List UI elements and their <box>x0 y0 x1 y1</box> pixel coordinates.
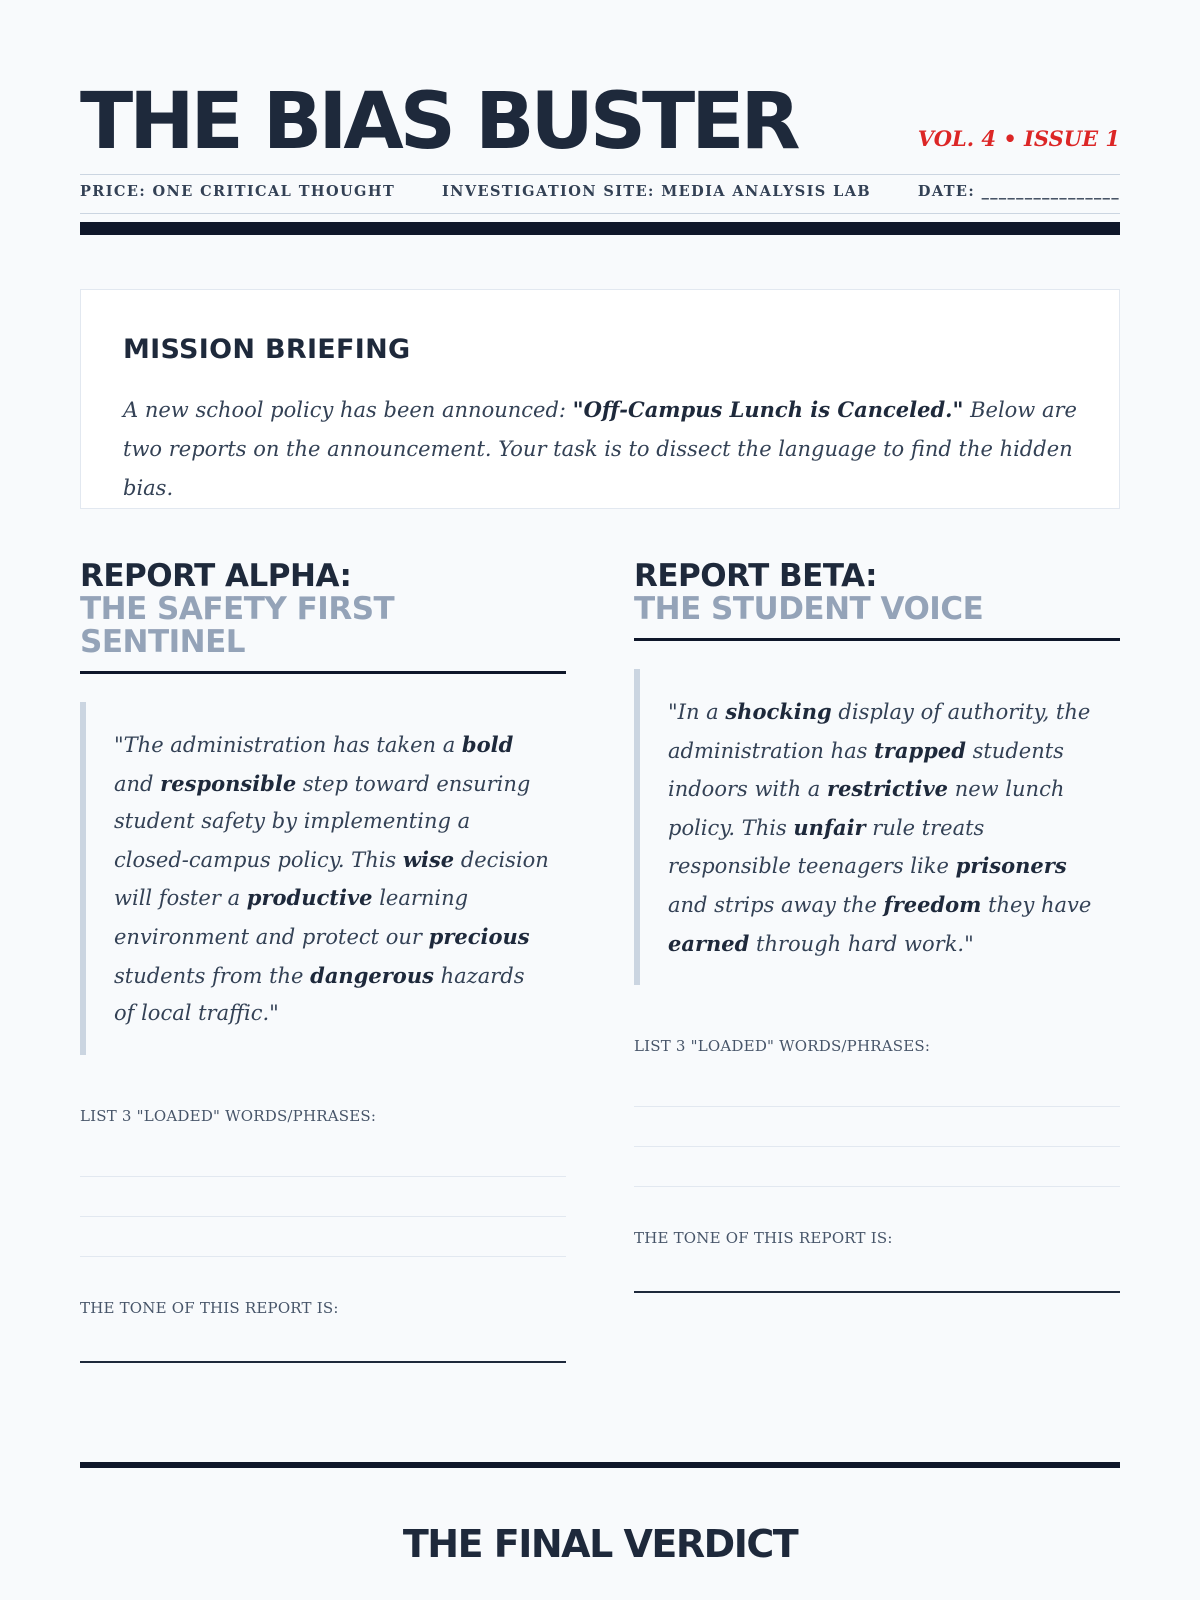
quote-text: hazards of local traffic." <box>114 963 525 1026</box>
loaded-word: earned <box>668 930 750 956</box>
report-beta-rule <box>634 638 1120 641</box>
quote-text: they have <box>981 892 1092 917</box>
quote-text: and strips away the <box>668 892 884 917</box>
quote-text: learning environment and protect our <box>114 886 469 949</box>
answer-line[interactable] <box>80 1217 566 1257</box>
loaded-word: wise <box>402 846 455 872</box>
tone-answer-line[interactable] <box>634 1291 1120 1293</box>
briefing-text-before: A new school policy has been announced: <box>123 398 573 422</box>
quote-text: rule treats responsible teenagers like <box>668 815 985 879</box>
loaded-words-lines <box>634 1067 1120 1187</box>
report-beta-heading <box>634 560 1120 626</box>
loaded-word: bold <box>461 732 514 757</box>
quote-text: students from the <box>114 963 311 988</box>
report-alpha-label: REPORT ALPHA: <box>80 558 352 594</box>
loaded-word: precious <box>428 923 530 949</box>
masthead <box>80 77 1120 167</box>
loaded-words-label: LIST 3 "LOADED" WORDS/PHRASES: <box>634 1037 931 1056</box>
meta-divider-top <box>80 174 1120 175</box>
loaded-word: dangerous <box>310 962 434 988</box>
tone-answer-line[interactable] <box>80 1361 566 1363</box>
report-alpha <box>80 560 566 1363</box>
report-beta <box>634 560 1120 1293</box>
answer-line[interactable] <box>634 1067 1120 1107</box>
loaded-words-lines <box>80 1137 566 1257</box>
quote-text: and <box>114 771 161 796</box>
masthead-rule <box>80 222 1120 235</box>
report-alpha-subtitle: THE SAFETY FIRST SENTINEL <box>80 591 395 660</box>
loaded-word: trapped <box>874 737 966 763</box>
quote-text: "The administration has taken a <box>114 733 462 757</box>
answer-line[interactable] <box>80 1137 566 1177</box>
policy-name: "Off-Campus Lunch is Canceled." <box>572 397 964 422</box>
answer-line[interactable] <box>634 1107 1120 1147</box>
loaded-word: prisoners <box>955 853 1067 879</box>
final-verdict-title: THE FINAL VERDICT <box>402 1522 798 1566</box>
report-beta-label: REPORT BETA: <box>634 558 878 594</box>
mission-briefing-box <box>80 289 1120 509</box>
loaded-words-label: LIST 3 "LOADED" WORDS/PHRASES: <box>80 1106 377 1125</box>
quote-text: through hard work." <box>749 931 974 956</box>
loaded-word: shocking <box>725 699 832 724</box>
report-alpha-quote <box>80 702 566 1055</box>
quote-text: step toward ensuring student safety by implementing a closed-campus policy. This <box>114 771 531 872</box>
meta-divider-bottom <box>80 213 1120 214</box>
answer-line[interactable] <box>80 1177 566 1217</box>
loaded-word: freedom <box>883 891 982 917</box>
loaded-word: productive <box>246 885 373 911</box>
quote-text: "In a <box>668 700 726 724</box>
meta-row <box>80 183 1120 200</box>
date-field[interactable]: DATE: ________________ <box>917 183 1120 200</box>
answer-line[interactable] <box>634 1147 1120 1187</box>
quote-text: decision will foster a <box>114 847 549 911</box>
quote-text: students indoors with a <box>668 738 1064 802</box>
site-text: INVESTIGATION SITE: MEDIA ANALYSIS LAB <box>442 183 872 200</box>
loaded-word: restrictive <box>827 776 949 802</box>
quote-text: new lunch policy. This <box>668 777 1065 840</box>
briefing-text-after: Below are two reports on the announcement. Your task is to dissect the language to find the hidden bias. <box>123 398 1077 500</box>
report-beta-subtitle: THE STUDENT VOICE <box>634 591 984 627</box>
loaded-word: responsible <box>160 770 297 796</box>
quote-text: display of authority, the administration has <box>668 700 1091 763</box>
report-beta-quote <box>634 669 1120 985</box>
report-alpha-rule <box>80 671 566 674</box>
loaded-word: unfair <box>793 814 866 840</box>
price-text: PRICE: ONE CRITICAL THOUGHT <box>80 183 396 200</box>
tone-label: THE TONE OF THIS REPORT IS: <box>634 1229 893 1248</box>
final-rule <box>80 1462 1120 1468</box>
briefing-text <box>123 390 1083 508</box>
briefing-title: MISSION BRIEFING <box>123 334 411 365</box>
newspaper-title: THE BIAS BUSTER <box>80 77 797 167</box>
tone-label: THE TONE OF THIS REPORT IS: <box>80 1298 339 1317</box>
report-alpha-heading <box>80 560 566 659</box>
volume-issue: VOL. 4 • ISSUE 1 <box>917 126 1120 151</box>
